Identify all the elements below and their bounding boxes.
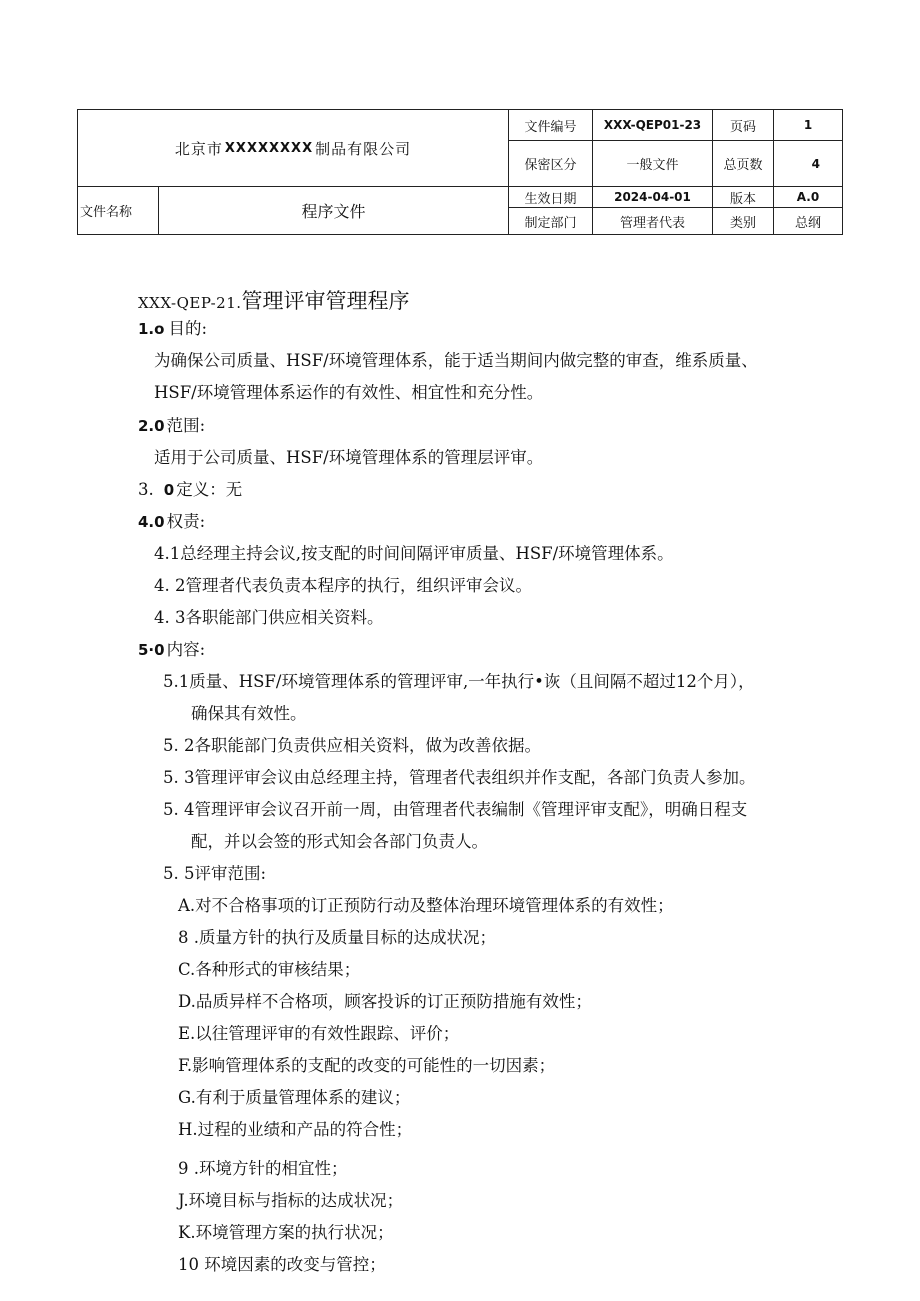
dept-label: 制定部门 [524,215,577,231]
section-5-3: 5. 3管理评审会议由总经理主持，管理者代表组织并作支配，各部门负责人参加。 [163,768,756,787]
section-4-title: 权责: [166,512,206,531]
section-3-number-a: 3. [138,480,154,499]
section-3-number-b: 0 [163,481,175,499]
scope-item-h: H.过程的业绩和产品的符合性； [178,1120,413,1139]
scope-item-j: J.环境目标与指标的达成状况； [178,1191,404,1210]
version-value: A.0 [796,190,820,204]
section-4-heading [138,511,205,533]
page-label: 页码 [729,119,756,135]
section-2-number: 2.0 [138,417,165,435]
scope-item-e: E.以往管理评审的有效性跟踪、评价； [178,1024,460,1043]
section-2-heading [138,415,205,437]
section-4-2: 4. 2管理者代表负责本程序的执行，组织评审会议。 [154,576,532,595]
scope-item-i: 9 .环境方针的相宜性； [178,1159,348,1178]
scope-item-g: G.有利于质量管理体系的建议； [178,1088,411,1107]
title-text: 管理评审管理程序 [241,289,410,313]
total-pages-value: 4 [811,156,820,171]
doc-name-label: 文件名称 [80,205,133,220]
section-1-text-line-1: 为确保公司质量、HSF/环境管理体系，能于适当期间内做完整的审查，维系质量、 [154,351,758,370]
company-name [78,110,508,186]
section-5-title: 内容: [166,640,206,659]
section-1-title: 目的: [168,319,208,338]
secret-label: 保密区分 [524,158,577,173]
section-3-heading [138,479,242,501]
doc-no-label: 文件编号 [524,119,577,135]
section-5-1-line-1: 5.1质量、HSF/环境管理体系的管理评审,一年执行•诙（且间隔不超过12个月）， [163,672,755,691]
version-label: 版本 [729,191,756,207]
scope-item-k: K.环境管理方案的执行状况； [178,1223,394,1242]
doc-name-value: 程序文件 [301,202,366,221]
effective-date-label: 生效日期 [524,191,577,207]
doc-no-value: XXX-QEP01-23 [603,118,702,132]
dept-value: 管理者代表 [619,215,685,231]
section-4-number: 4.0 [138,513,165,531]
page-value: 1 [803,118,813,132]
document-header-table [77,109,843,235]
scope-item-b: 8 .质量方针的执行及质量目标的达成状况； [178,928,496,947]
secret-value: 一般文件 [626,158,679,173]
scope-item-a: A.对不合格事项的订正预防行动及整体治理环境管理体系的有效性； [178,896,674,915]
company-name-mark: XXXXXXXX [224,140,314,156]
company-suffix: 制品有限公司 [315,139,412,158]
section-3-title: 定义：无 [176,480,243,499]
section-4-1: 4.1总经理主持会议,按支配的时间间隔评审质量、HSF/环境管理体系。 [154,544,674,563]
section-5-number: 5·0 [138,641,165,659]
section-1-number: 1.o [138,320,165,338]
section-5-5: 5. 5评审范围: [163,864,267,883]
section-4-3: 4. 3各职能部门供应相关资料。 [154,608,384,627]
company-prefix: 北京市 [174,139,223,158]
section-5-4-line-2: 配，并以会签的形式知会各部门负责人。 [191,832,488,851]
section-5-heading [138,639,205,661]
section-1-heading [138,318,207,340]
total-pages-label: 总页数 [723,158,763,173]
category-value: 总纲 [794,215,821,231]
section-5-1-line-2: 确保其有效性。 [191,704,307,723]
section-2-text: 适用于公司质量、HSF/环境管理体系的管理层评审。 [154,448,544,467]
document-title [138,285,410,315]
effective-date-value: 2024-04-01 [614,190,691,204]
scope-item-f: F.影响管理体系的支配的改变的可能性的一切因素； [178,1056,556,1075]
section-5-2: 5. 2各职能部门负责供应相关资料，做为改善依据。 [163,736,541,755]
category-label: 类别 [729,215,756,231]
scope-item-c: C.各种形式的审核结果； [178,960,361,979]
section-2-title: 范围: [166,416,206,435]
scope-item-d: D.品质异样不合格项，顾客投诉的订正预防措施有效性； [178,992,592,1011]
section-1-text-line-2: HSF/环境管理体系运作的有效性、相宜性和充分性。 [154,383,544,402]
title-code: XXX-QEP-21. [138,294,242,312]
scope-item-l: 10 环境因素的改变与管控； [178,1255,386,1274]
section-5-4-line-1: 5. 4管理评审会议召开前一周，由管理者代表编制《管理评审支配》，明确日程支 [163,800,748,819]
